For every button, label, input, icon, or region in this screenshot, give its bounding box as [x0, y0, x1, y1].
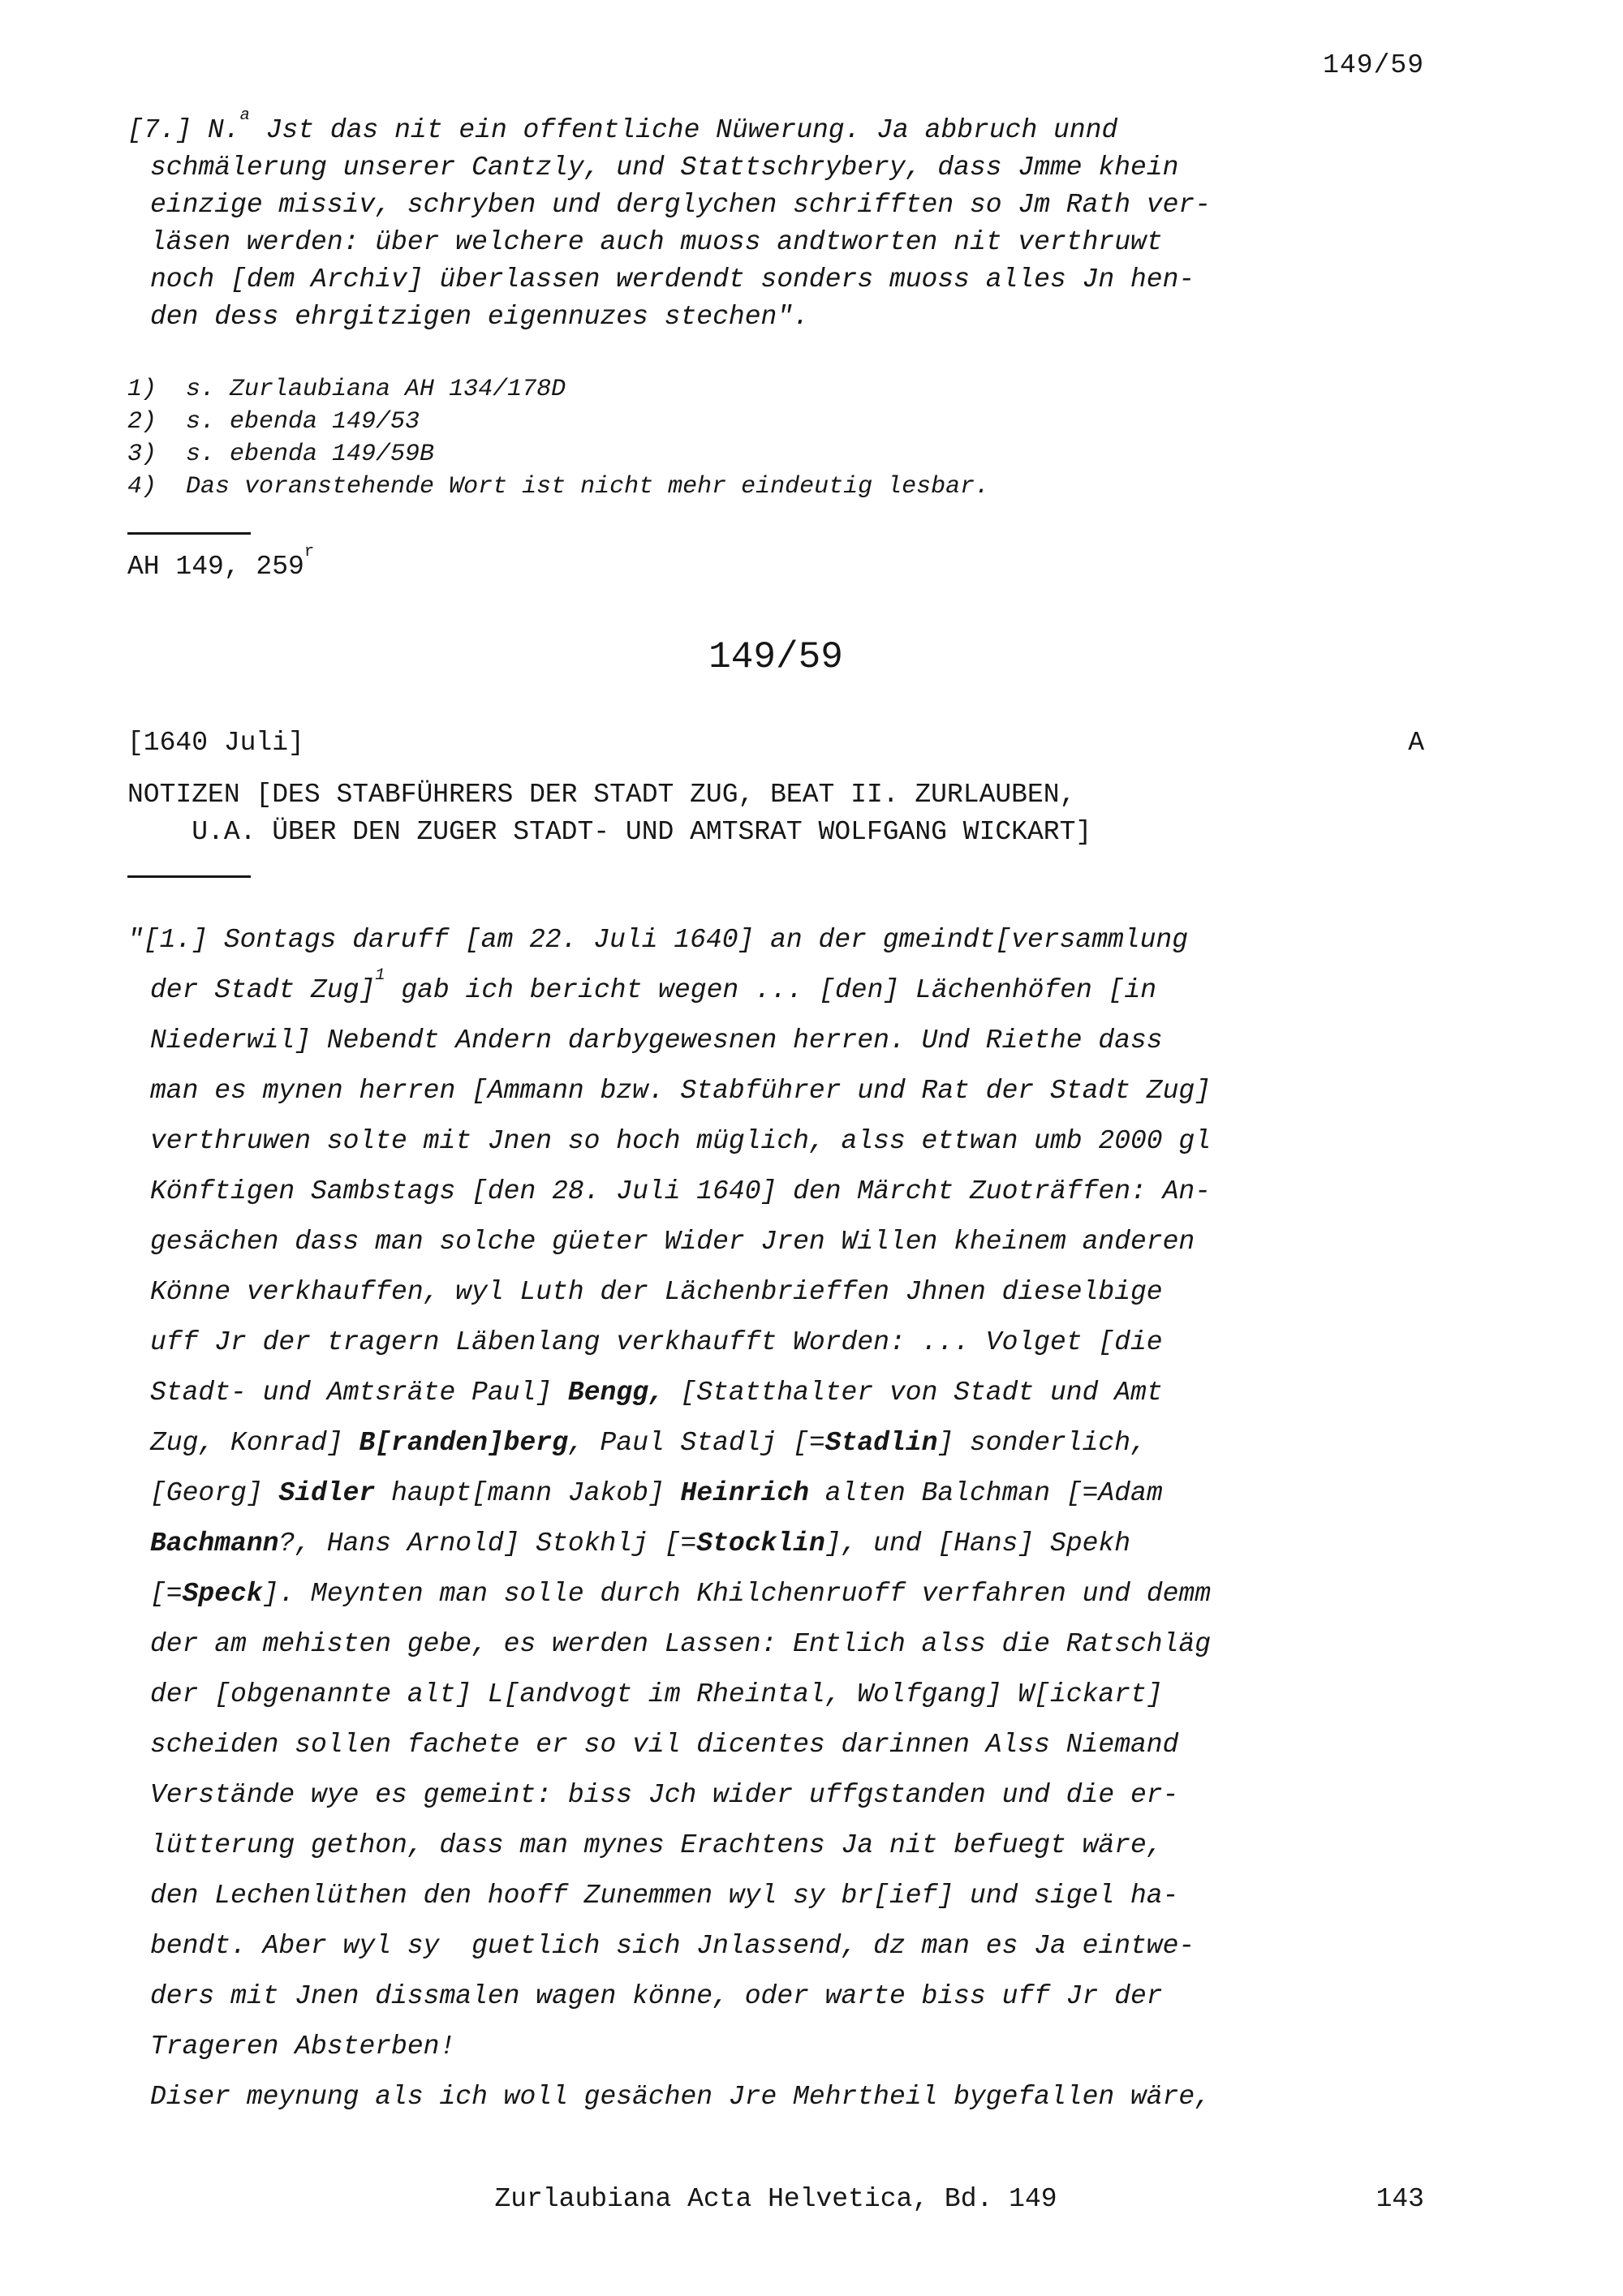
- footer-page-number: 143: [1375, 2184, 1424, 2214]
- text-line: [127, 2022, 1424, 2072]
- text-line: [127, 261, 1424, 299]
- text-line: [127, 1368, 1424, 1418]
- text-segment: ders mit Jnen dissmalen wagen könne, oder warte biss uff Jr der: [150, 1981, 1163, 2011]
- text-line: [127, 1418, 1424, 1468]
- text-line: [127, 1267, 1424, 1318]
- text-segment: verthruwen solte mit Jnen so hoch müglich, alss ettwan umb 2000 gl: [150, 1126, 1212, 1156]
- entry-title: [127, 776, 1424, 851]
- text-line: [127, 1468, 1424, 1519]
- text-segment: man es mynen herren [Ammann bzw. Stabführer und Rat der Stadt Zug]: [150, 1076, 1212, 1106]
- page-header-ref: 149/59: [1323, 50, 1424, 80]
- entry-title-line-2: U.A. ÜBER DEN ZUGER STADT- UND AMTSRAT WOLFGANG WICKART]: [127, 817, 1092, 847]
- text-line: [127, 1670, 1424, 1720]
- text-line: [127, 915, 1424, 965]
- text-line: [127, 1569, 1424, 1619]
- source-reference-text: AH 149, 259: [127, 552, 304, 582]
- text-segment: Zug, Konrad]: [150, 1428, 359, 1458]
- text-segment: uff Jr der tragern Läbenlang verkhaufft Worden: ... Volget [die: [150, 1327, 1163, 1357]
- bold-name-text: Bachmann: [150, 1529, 279, 1559]
- text-segment: Jst das nit ein offentliche Nüwerung. Ja abbruch unnd: [249, 115, 1118, 145]
- text-segment: gab ich bericht wegen ... [den] Lächenhöfen [in: [385, 975, 1157, 1005]
- text-segment: ?, Hans Arnold] Stokhlj [=: [278, 1529, 697, 1559]
- text-segment: Könne verkhauffen, wyl Luth der Lächenbrieffen Jhnen dieselbige: [150, 1277, 1163, 1307]
- divider-rule-title: [127, 875, 251, 878]
- bold-name-text: Sidler: [278, 1478, 376, 1508]
- text-line: [127, 1016, 1424, 1066]
- text-segment: alten Balchman [=Adam: [808, 1478, 1163, 1508]
- entry-date: [1640 Juli]: [127, 728, 304, 758]
- text-segment: ], und [Hans] Spekh: [824, 1529, 1131, 1559]
- text-line: [127, 1318, 1424, 1368]
- text-segment: [Georg]: [150, 1478, 279, 1508]
- entry-siglum: A: [1408, 728, 1424, 758]
- text-segment: "[1.] Sontags daruff [am 22. Juli 1640] an der gmeindt[versammlung: [127, 925, 1189, 955]
- entry-number-heading: 149/59: [708, 636, 843, 678]
- text-segment: schmälerung unserer Cantzly, und Stattschrybery, dass Jmme khein: [150, 153, 1179, 183]
- text-line: [127, 1217, 1424, 1267]
- text-segment: haupt[mann Jakob]: [375, 1478, 681, 1508]
- text-segment: einzige missiv, schryben und derglychen schrifften so Jm Rath ver-: [150, 190, 1212, 220]
- text-line: [127, 1066, 1424, 1116]
- text-line: [127, 1720, 1424, 1770]
- text-segment: bendt. Aber wyl sy guetlich sich Jnlassend, dz man es Ja eintwe-: [150, 1931, 1195, 1961]
- text-segment: Trageren Absterben!: [150, 2032, 456, 2062]
- text-line: [127, 1971, 1424, 2022]
- text-segment: ] sonderlich,: [937, 1428, 1147, 1458]
- text-line: [127, 2072, 1424, 2122]
- text-line: [127, 149, 1424, 187]
- footer-series-title: Zurlaubiana Acta Helvetica, Bd. 149: [494, 2184, 1057, 2214]
- date-row: [127, 726, 1424, 760]
- bold-name-text: Speck: [182, 1579, 263, 1609]
- footnote-2: 2) s. ebenda 149/53: [127, 408, 420, 436]
- text-segment: lütterung gethon, dass man mynes Erachtens Ja nit befuegt wäre,: [150, 1830, 1163, 1860]
- text-segment: [=: [150, 1579, 183, 1609]
- footnotes-block: [127, 373, 1424, 503]
- bold-name-text: Stadlin: [824, 1428, 938, 1458]
- text-line: [127, 965, 1424, 1016]
- superscript-note-marker: a: [239, 105, 250, 125]
- text-line: [127, 1921, 1424, 1971]
- text-line: [127, 105, 1424, 149]
- footnote-3: 3) s. ebenda 149/59B: [127, 441, 435, 468]
- text-segment: noch [dem Archiv] überlassen werdendt sonders muoss alles Jn hen-: [150, 264, 1195, 295]
- bold-name-text: B[randen]berg: [359, 1428, 568, 1458]
- text-segment: Diser meynung als ich woll gesächen Jre Mehrtheil bygefallen wäre,: [150, 2082, 1212, 2112]
- text-segment: ]. Meynten man solle durch Khilchenruoff verfahren und demm: [262, 1579, 1212, 1609]
- text-segment: der Stadt Zug]: [150, 975, 376, 1005]
- page-footer: [127, 2182, 1424, 2216]
- text-line: [127, 1821, 1424, 1871]
- entry-body-text: [127, 915, 1424, 2122]
- text-segment: scheiden sollen fachete er so vil dicentes darinnen Alss Niemand: [150, 1730, 1179, 1760]
- divider-rule-top: [127, 532, 251, 535]
- source-reference-superscript: r: [304, 542, 315, 561]
- entry-title-line-1: NOTIZEN [DES STABFÜHRERS DER STADT ZUG, BEAT II. ZURLAUBEN,: [127, 780, 1076, 810]
- text-line: [127, 1167, 1424, 1217]
- text-segment: läsen werden: über welchere auch muoss andtworten nit verthruwt: [150, 227, 1163, 257]
- text-segment: der am mehisten gebe, es werden Lassen: Entlich alss die Ratschläg: [150, 1629, 1212, 1659]
- bold-name-text: Stocklin: [696, 1529, 825, 1559]
- bold-name-text: Heinrich: [680, 1478, 809, 1508]
- text-line: [127, 1116, 1424, 1167]
- text-segment: der [obgenannte alt] L[andvogt im Rheintal, Wolfgang] W[ickart]: [150, 1679, 1163, 1709]
- source-reference: [127, 542, 1424, 585]
- text-line: [127, 224, 1424, 261]
- text-segment: Niederwil] Nebendt Andern darbygewesnen herren. Und Riethe dass: [150, 1025, 1163, 1056]
- text-segment: Stadt- und Amtsräte Paul]: [150, 1378, 568, 1408]
- text-segment: Verstände wye es gemeint: biss Jch wider uffgstanden und die er-: [150, 1780, 1179, 1810]
- quote-paragraph-7: [127, 105, 1424, 336]
- text-line: [127, 1871, 1424, 1921]
- text-segment: Könftigen Sambstags [den 28. Juli 1640] den Märcht Zuoträffen: An-: [150, 1176, 1212, 1206]
- text-line: [127, 1770, 1424, 1821]
- text-segment: den Lechenlüthen den hooff Zunemmen wyl sy br[ief] und sigel ha-: [150, 1881, 1179, 1911]
- text-segment: [Statthalter von Stadt und Amt: [664, 1378, 1163, 1408]
- text-segment: den dess ehrgitzigen eigennuzes stechen".: [150, 302, 809, 332]
- text-segment: gesächen dass man solche güeter Wider Jren Willen kheinem anderen: [150, 1227, 1195, 1257]
- text-line: [127, 299, 1424, 336]
- text-segment: [7.] N.: [127, 115, 240, 145]
- text-segment: , Paul Stadlj [=: [567, 1428, 825, 1458]
- footnote-4: 4) Das voranstehende Wort ist nicht mehr eindeutig lesbar.: [127, 473, 990, 501]
- text-line: [127, 1519, 1424, 1569]
- bold-name-text: Bengg,: [567, 1378, 665, 1408]
- text-line: [127, 187, 1424, 224]
- footnote-1: 1) s. Zurlaubiana AH 134/178D: [127, 376, 566, 403]
- text-line: [127, 1619, 1424, 1670]
- superscript-note-marker: 1: [375, 965, 385, 985]
